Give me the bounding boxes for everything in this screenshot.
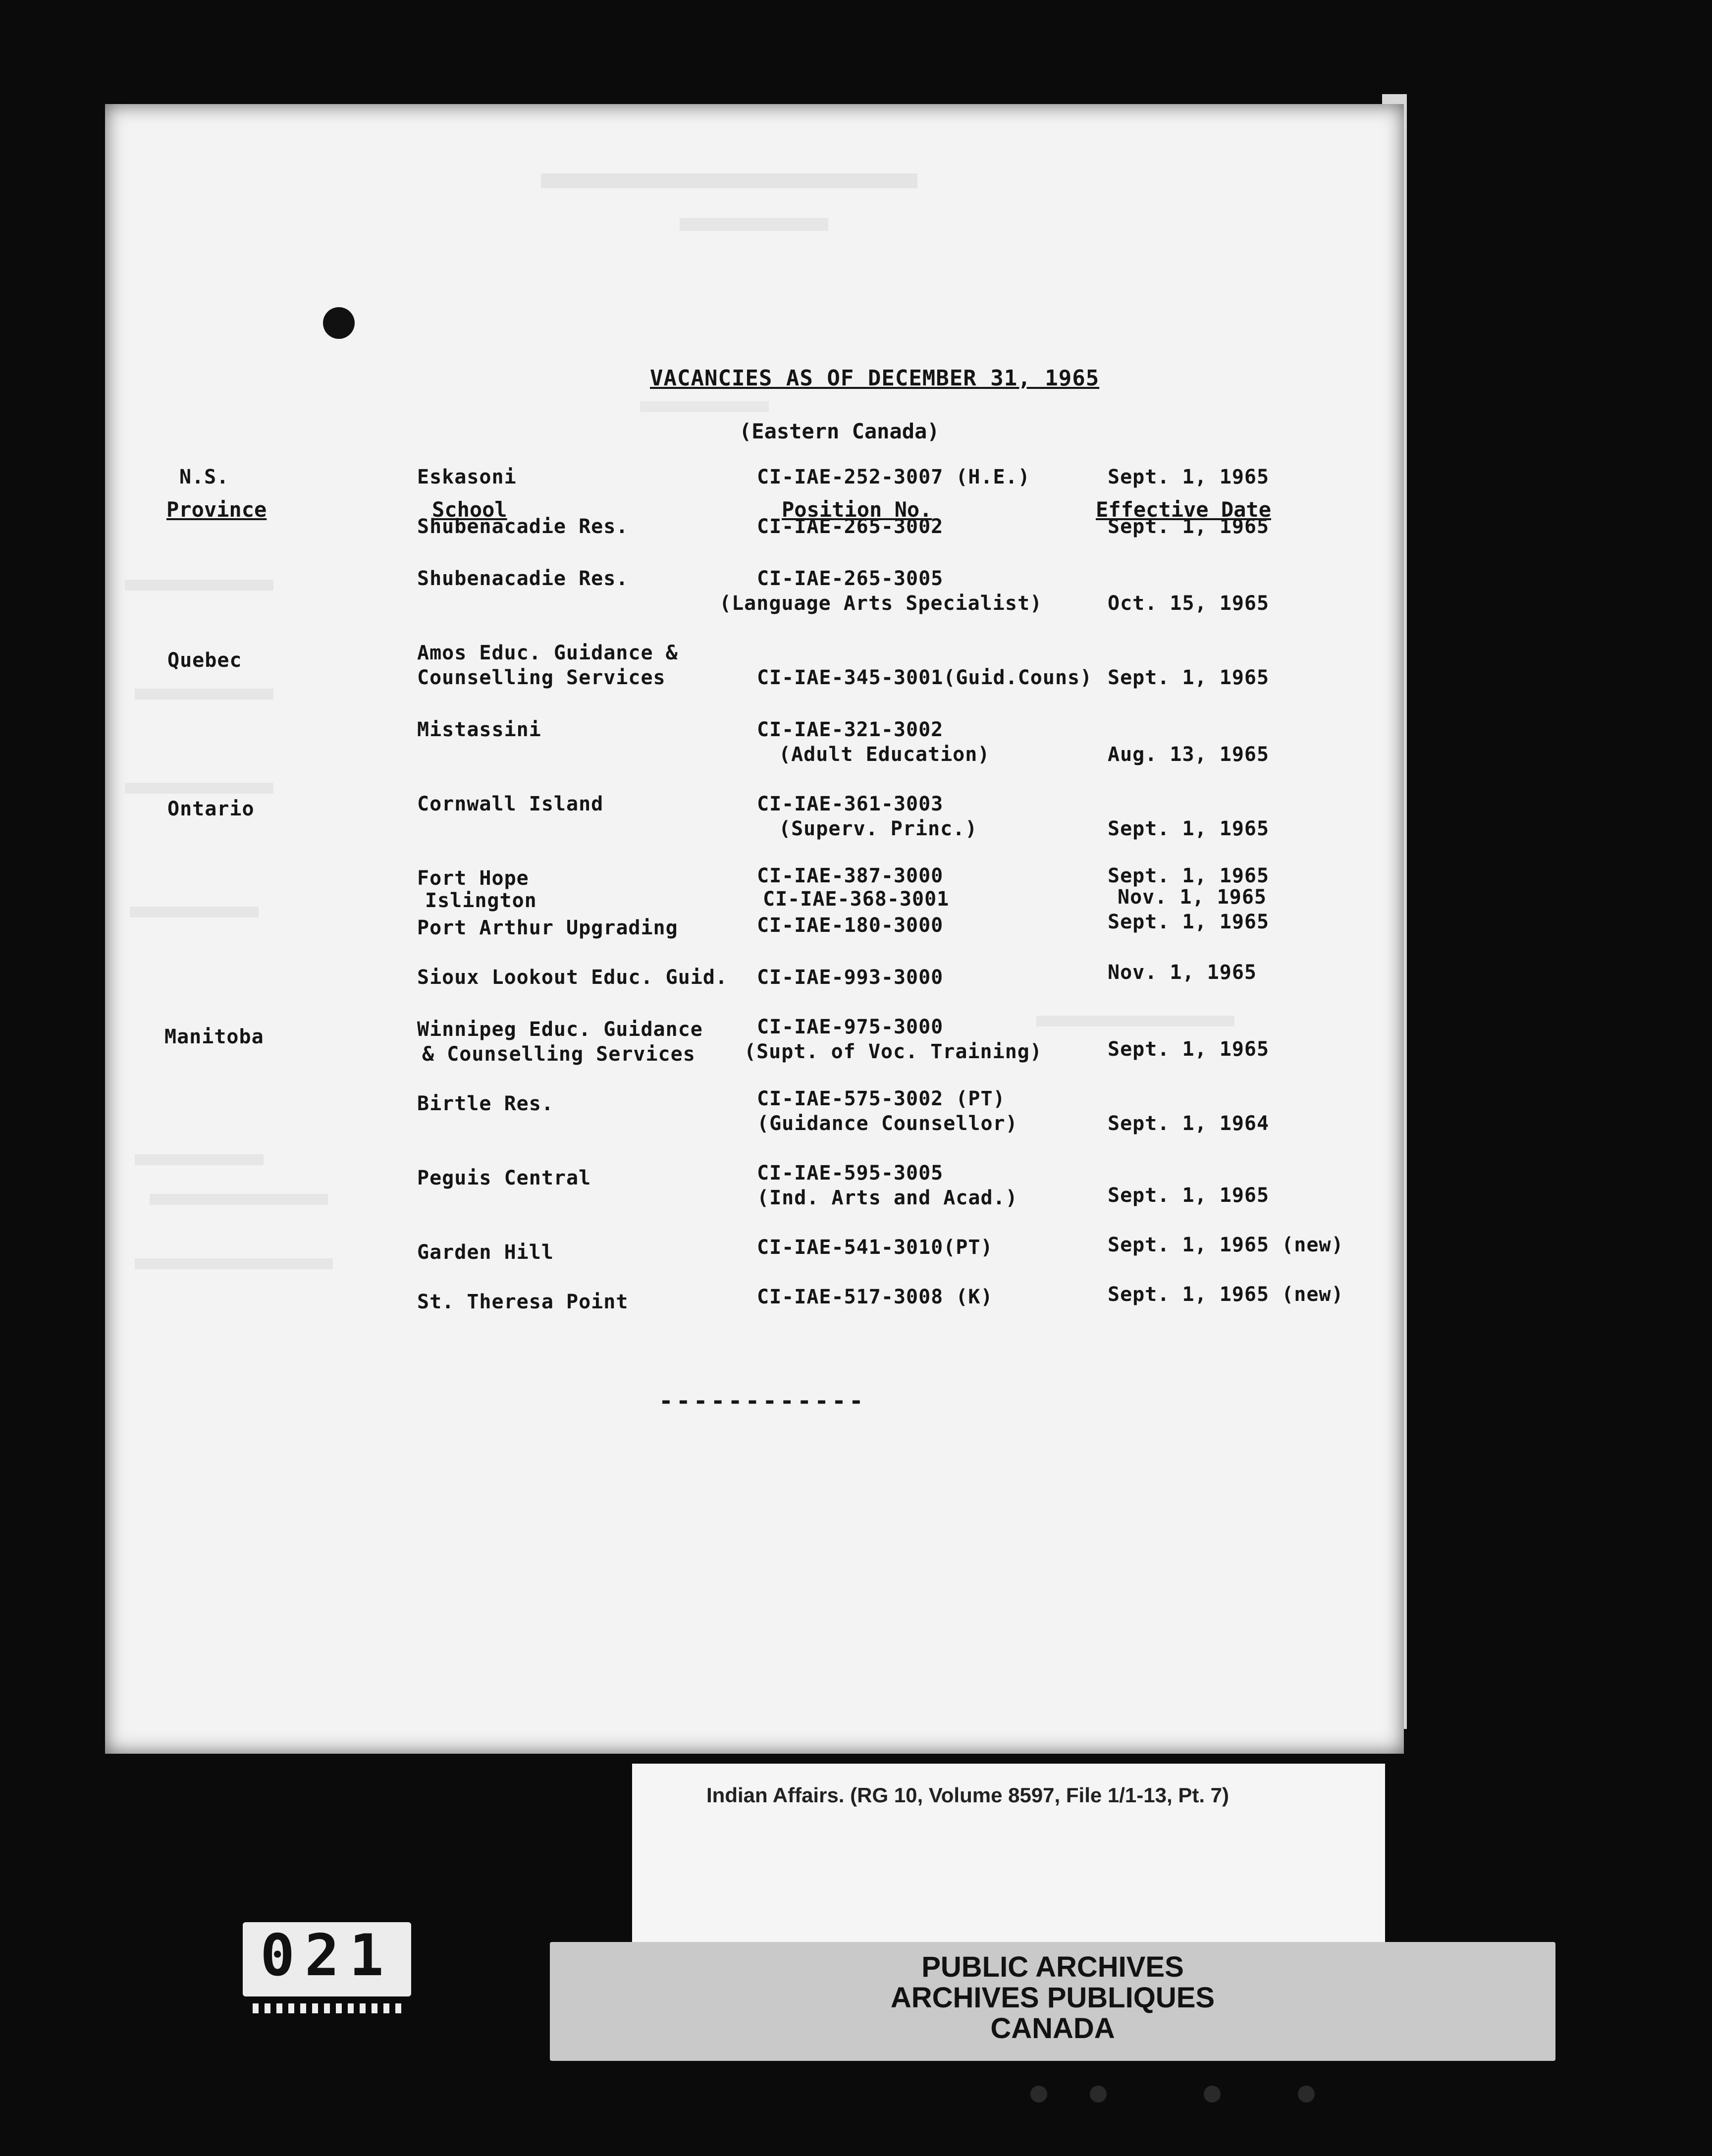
row-position-note: (Ind. Arts and Acad.)	[757, 1186, 1018, 1209]
row-position: CI-IAE-265-3002	[757, 515, 944, 538]
row-position: CI-IAE-541-3010(PT)	[757, 1236, 993, 1259]
row-province: Manitoba	[164, 1025, 264, 1048]
row-position-note: (Guidance Counsellor)	[757, 1112, 1018, 1135]
row-province: Ontario	[167, 798, 255, 820]
row-position: CI-IAE-975-3000	[757, 1016, 944, 1038]
row-school: Port Arthur Upgrading	[417, 916, 678, 939]
row-date: Sept. 1, 1965	[1108, 1038, 1270, 1061]
row-school-line2: & Counselling Services	[422, 1043, 696, 1066]
row-school: Mistassini	[417, 718, 541, 741]
row-date: Nov. 1, 1965	[1108, 961, 1257, 984]
row-school: Islington	[425, 889, 537, 912]
end-separator: ------------	[659, 1387, 866, 1415]
row-date: Sept. 1, 1965 (new)	[1108, 1283, 1344, 1306]
row-date: Sept. 1, 1965	[1108, 864, 1270, 887]
show-through-mark	[130, 907, 259, 917]
row-school: Shubenacadie Res.	[417, 515, 629, 538]
archive-reference: Indian Affairs. (RG 10, Volume 8597, File 1/1-13, Pt. 7)	[706, 1783, 1230, 1807]
document-page	[105, 104, 1404, 1754]
row-position: CI-IAE-595-3005	[757, 1162, 944, 1185]
stamp-line-1: PUBLIC ARCHIVES	[921, 1951, 1184, 1983]
film-hole	[1030, 2086, 1047, 2102]
show-through-mark	[135, 1258, 333, 1269]
row-position: CI-IAE-993-3000	[757, 966, 944, 989]
row-date: Sept. 1, 1965	[1108, 515, 1270, 538]
header-position: Position No.	[782, 497, 932, 522]
row-date: Sept. 1, 1965 (new)	[1108, 1234, 1344, 1256]
row-date: Sept. 1, 1965	[1108, 911, 1270, 933]
show-through-mark	[640, 401, 769, 412]
film-hole	[1090, 2086, 1107, 2102]
row-date: Aug. 13, 1965	[1108, 743, 1270, 766]
row-position-note: (Language Arts Specialist)	[719, 592, 1043, 615]
row-school: Cornwall Island	[417, 793, 604, 815]
row-date: Sept. 1, 1965	[1108, 817, 1270, 840]
row-position-note: (Superv. Princ.)	[779, 817, 978, 840]
row-school: Amos Educ. Guidance &	[417, 642, 678, 664]
row-date: Sept. 1, 1964	[1108, 1112, 1270, 1135]
show-through-mark	[1036, 1016, 1234, 1026]
row-date: Sept. 1, 1965	[1108, 666, 1270, 689]
row-school: Fort Hope	[417, 867, 529, 890]
frame-number: 021	[260, 1922, 394, 1989]
frame-number-tag	[243, 1922, 411, 1996]
show-through-mark	[125, 580, 273, 591]
row-position: CI-IAE-345-3001(Guid.Couns)	[757, 666, 1093, 689]
row-school: St. Theresa Point	[417, 1291, 629, 1313]
row-position: CI-IAE-575-3002 (PT)	[757, 1087, 1006, 1110]
film-hole	[1298, 2086, 1315, 2102]
ink-blot	[323, 307, 355, 339]
row-position: CI-IAE-517-3008 (K)	[757, 1286, 993, 1308]
stamp-line-3: CANADA	[990, 2012, 1115, 2045]
film-hole	[1204, 2086, 1221, 2102]
archives-stamp	[550, 1942, 1555, 2061]
row-date: Sept. 1, 1965	[1108, 466, 1270, 488]
row-position-note: (Supt. of Voc. Training)	[744, 1040, 1042, 1063]
show-through-mark	[541, 173, 917, 188]
row-school: Shubenacadie Res.	[417, 567, 629, 590]
page-title: VACANCIES AS OF DECEMBER 31, 1965	[650, 366, 1100, 391]
row-position: CI-IAE-368-3001	[763, 888, 950, 911]
row-school: Garden Hill	[417, 1241, 554, 1264]
row-province: Quebec	[167, 649, 242, 672]
row-date: Oct. 15, 1965	[1108, 592, 1270, 615]
row-position: CI-IAE-321-3002	[757, 718, 944, 741]
row-position: CI-IAE-252-3007 (H.E.)	[757, 466, 1030, 488]
stamp-line-2: ARCHIVES PUBLIQUES	[890, 1982, 1215, 2014]
show-through-mark	[125, 783, 273, 794]
row-position: CI-IAE-387-3000	[757, 864, 944, 887]
row-province: N.S.	[179, 466, 229, 488]
header-province: Province	[166, 497, 267, 522]
row-date: Sept. 1, 1965	[1108, 1184, 1270, 1207]
show-through-mark	[135, 689, 273, 700]
show-through-mark	[150, 1194, 328, 1205]
row-school: Birtle Res.	[417, 1092, 554, 1115]
row-school: Winnipeg Educ. Guidance	[417, 1018, 703, 1041]
show-through-mark	[680, 218, 828, 231]
header-school: School	[432, 497, 507, 522]
header-effective-date: Effective Date	[1096, 497, 1272, 522]
row-position: CI-IAE-265-3005	[757, 567, 944, 590]
row-date: Nov. 1, 1965	[1118, 886, 1267, 909]
row-school: Eskasoni	[417, 466, 517, 488]
show-through-mark	[135, 1154, 264, 1165]
archive-reference-card	[632, 1764, 1385, 1967]
row-position-note: (Adult Education)	[779, 743, 990, 766]
film-ticks	[253, 2003, 401, 2013]
row-school-line2: Counselling Services	[417, 666, 666, 689]
row-school: Peguis Central	[417, 1167, 591, 1189]
row-school: Sioux Lookout Educ. Guid.	[417, 966, 728, 989]
row-position: CI-IAE-180-3000	[757, 914, 944, 937]
row-position: CI-IAE-361-3003	[757, 793, 944, 815]
page-subtitle: (Eastern Canada)	[739, 419, 940, 443]
